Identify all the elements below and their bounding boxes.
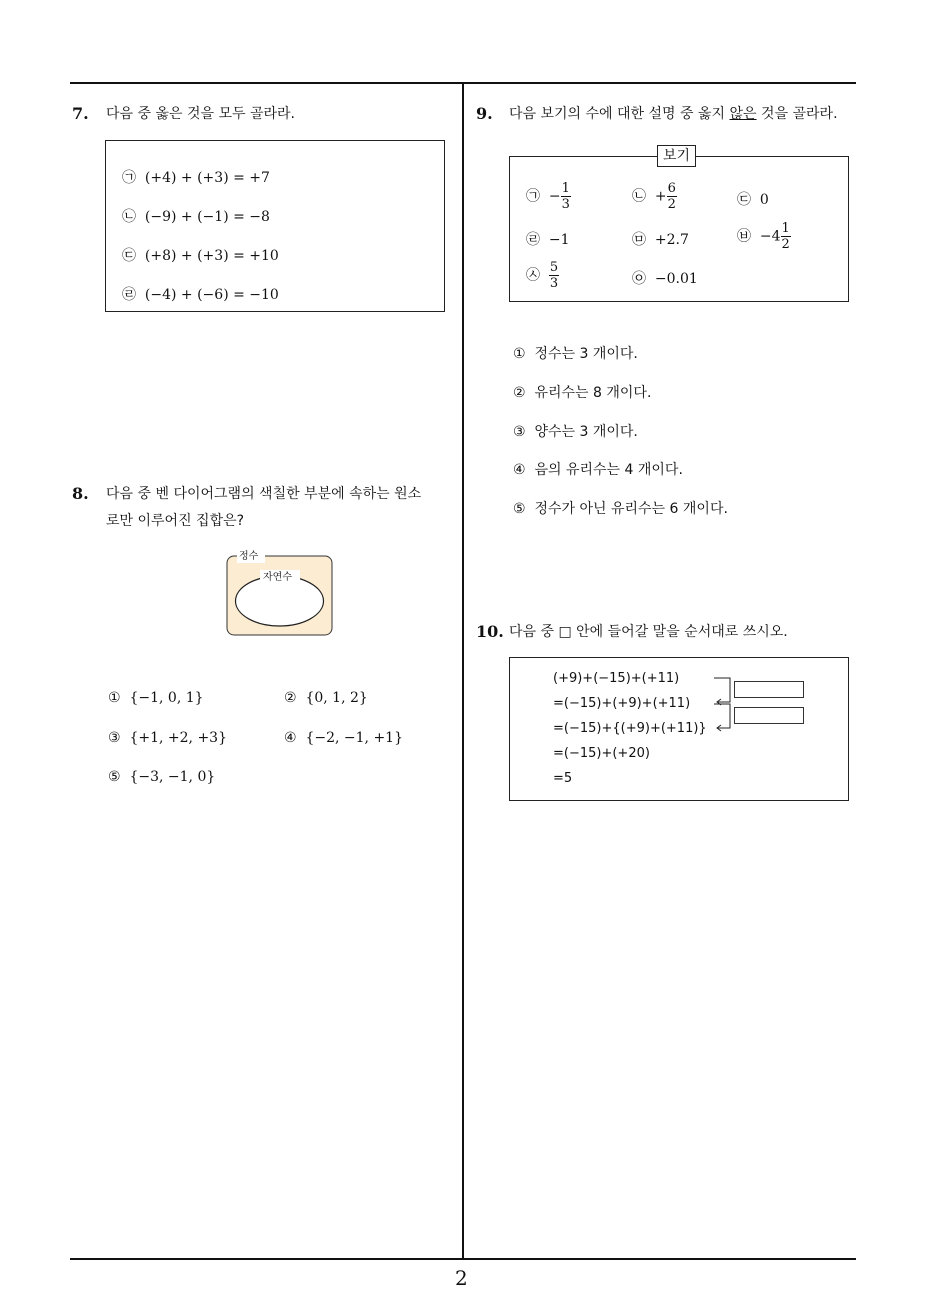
bottom-rule bbox=[70, 1258, 856, 1260]
item-sign: + bbox=[654, 188, 667, 205]
choice-mark: ④ bbox=[513, 462, 526, 478]
venn-diagram bbox=[222, 546, 337, 640]
item-mark: ㉣ bbox=[526, 232, 540, 248]
q9-item-b bbox=[632, 181, 677, 212]
item-mark: ㉢ bbox=[737, 192, 751, 208]
choice-text: {−2, −1, +1} bbox=[305, 730, 403, 746]
q9-number: 9. bbox=[476, 104, 493, 123]
numerator: 5 bbox=[549, 260, 559, 275]
q7-item-mark: ㉢ bbox=[122, 248, 136, 264]
q7-prompt: 다음 중 옳은 것을 모두 골라라. bbox=[106, 106, 295, 122]
choice-text: {0, 1, 2} bbox=[305, 690, 368, 706]
q7-item bbox=[122, 167, 270, 187]
q9-choice-1[interactable] bbox=[513, 343, 638, 363]
fraction bbox=[781, 221, 791, 252]
choice-text: 유리수는 8 개이다. bbox=[534, 385, 652, 401]
item-value: +2.7 bbox=[654, 232, 689, 248]
choice-mark: ④ bbox=[284, 730, 297, 746]
q9-item-h bbox=[632, 268, 698, 288]
q9-prompt bbox=[509, 101, 838, 128]
page-number: 2 bbox=[455, 1266, 468, 1290]
q7-box bbox=[105, 140, 445, 312]
venn-inner-label: 자연수 bbox=[263, 572, 292, 583]
item-mark: ㉥ bbox=[737, 228, 751, 245]
fraction bbox=[667, 181, 677, 212]
q8-choice-5[interactable] bbox=[108, 769, 215, 785]
q9-choice-2[interactable] bbox=[513, 382, 651, 402]
item-value: −1 bbox=[548, 232, 570, 248]
denominator: 3 bbox=[549, 276, 559, 291]
calc-line-4: =(−15)+(+20) bbox=[553, 746, 650, 761]
choice-mark: ① bbox=[108, 690, 121, 706]
q9-example-box bbox=[509, 148, 849, 302]
q9-item-e bbox=[632, 229, 689, 249]
denominator: 2 bbox=[667, 197, 676, 212]
choice-mark: ① bbox=[513, 346, 526, 362]
numerator: 6 bbox=[667, 181, 676, 196]
q7-item-expr: (−9) + (−1) = −8 bbox=[144, 209, 270, 225]
item-mark: ㉧ bbox=[632, 271, 646, 287]
choice-text: 정수가 아닌 유리수는 6 개이다. bbox=[534, 501, 728, 517]
q8-choice-4[interactable] bbox=[284, 730, 403, 746]
q9-prompt-underline: 않은 bbox=[729, 106, 757, 122]
item-mark: ㉤ bbox=[632, 232, 646, 248]
item-value: 0 bbox=[759, 192, 769, 208]
answer-blank-2[interactable] bbox=[734, 707, 804, 724]
item-whole: −4 bbox=[759, 228, 781, 245]
q8-choice-1[interactable] bbox=[108, 690, 204, 706]
q9-choice-3[interactable] bbox=[513, 421, 638, 441]
q9-item-c bbox=[737, 189, 769, 209]
q9-choice-4[interactable] bbox=[513, 459, 683, 479]
choice-text: {+1, +2, +3} bbox=[129, 730, 227, 746]
q8-prompt-line2: 로만 이루어진 집합은? bbox=[106, 513, 245, 529]
q7-number: 7. bbox=[72, 104, 89, 123]
choice-mark: ⑤ bbox=[513, 501, 526, 517]
q7-item bbox=[122, 245, 279, 265]
q7-item-expr: (+4) + (+3) = +7 bbox=[144, 170, 270, 186]
item-mark: ㉡ bbox=[632, 188, 646, 205]
choice-text: 양수는 3 개이다. bbox=[534, 424, 638, 440]
fraction bbox=[561, 181, 571, 212]
answer-blank-1[interactable] bbox=[734, 681, 804, 698]
q7-item-mark: ㉣ bbox=[122, 287, 136, 303]
numerator: 1 bbox=[781, 221, 790, 236]
q7-item bbox=[122, 206, 270, 226]
choice-mark: ② bbox=[284, 690, 297, 706]
choice-mark: ③ bbox=[513, 424, 526, 440]
calc-line-3: =(−15)+{(+9)+(+11)} bbox=[553, 721, 707, 736]
item-mark: ㉦ bbox=[526, 267, 540, 284]
q7-item-mark: ㉡ bbox=[122, 209, 136, 225]
q9-item-d bbox=[526, 229, 570, 249]
q8-prompt-line1: 다음 중 벤 다이어그램의 색칠한 부분에 속하는 원소 bbox=[106, 486, 422, 502]
item-value: −0.01 bbox=[654, 271, 698, 287]
numerator: 1 bbox=[561, 181, 570, 196]
q7-item-mark: ㉠ bbox=[122, 170, 136, 186]
q9-item-g bbox=[526, 260, 559, 291]
denominator: 3 bbox=[561, 197, 570, 212]
choice-text: {−3, −1, 0} bbox=[129, 769, 216, 785]
q9-box-label: 보기 bbox=[657, 145, 696, 167]
choice-mark: ⑤ bbox=[108, 769, 121, 785]
venn-inner-set bbox=[236, 576, 324, 626]
choice-text: 음의 유리수는 4 개이다. bbox=[534, 462, 683, 478]
choice-text: 정수는 3 개이다. bbox=[534, 346, 638, 362]
q9-choice-5[interactable] bbox=[513, 498, 728, 518]
q9-item-f bbox=[737, 221, 791, 252]
q8-number: 8. bbox=[72, 484, 89, 503]
q10-box bbox=[509, 657, 849, 801]
q9-item-a bbox=[526, 181, 571, 212]
fraction bbox=[549, 260, 559, 291]
q8-choice-3[interactable] bbox=[108, 730, 227, 746]
item-sign: − bbox=[548, 188, 561, 205]
q10-number: 10. bbox=[476, 622, 504, 641]
column-divider bbox=[462, 83, 464, 1260]
calc-line-1: (+9)+(−15)+(+11) bbox=[553, 671, 680, 686]
calc-line-5: =5 bbox=[553, 771, 573, 786]
q10-prompt: 다음 중 □ 안에 들어갈 말을 순서대로 쓰시오. bbox=[509, 624, 788, 640]
denominator: 2 bbox=[781, 237, 790, 252]
choice-mark: ③ bbox=[108, 730, 121, 746]
choice-text: {−1, 0, 1} bbox=[129, 690, 204, 706]
q7-item-expr: (+8) + (+3) = +10 bbox=[144, 248, 279, 264]
q7-item-expr: (−4) + (−6) = −10 bbox=[144, 287, 279, 303]
q8-choice-2[interactable] bbox=[284, 690, 368, 706]
q7-item bbox=[122, 284, 279, 304]
q9-prompt-before: 다음 보기의 수에 대한 설명 중 옳지 bbox=[509, 106, 730, 122]
q9-prompt-after: 것을 골라라. bbox=[756, 106, 838, 122]
venn-outer-label: 정수 bbox=[239, 551, 259, 562]
choice-mark: ② bbox=[513, 385, 526, 401]
item-mark: ㉠ bbox=[526, 188, 540, 205]
calc-line-2: =(−15)+(+9)+(+11) bbox=[553, 696, 691, 711]
